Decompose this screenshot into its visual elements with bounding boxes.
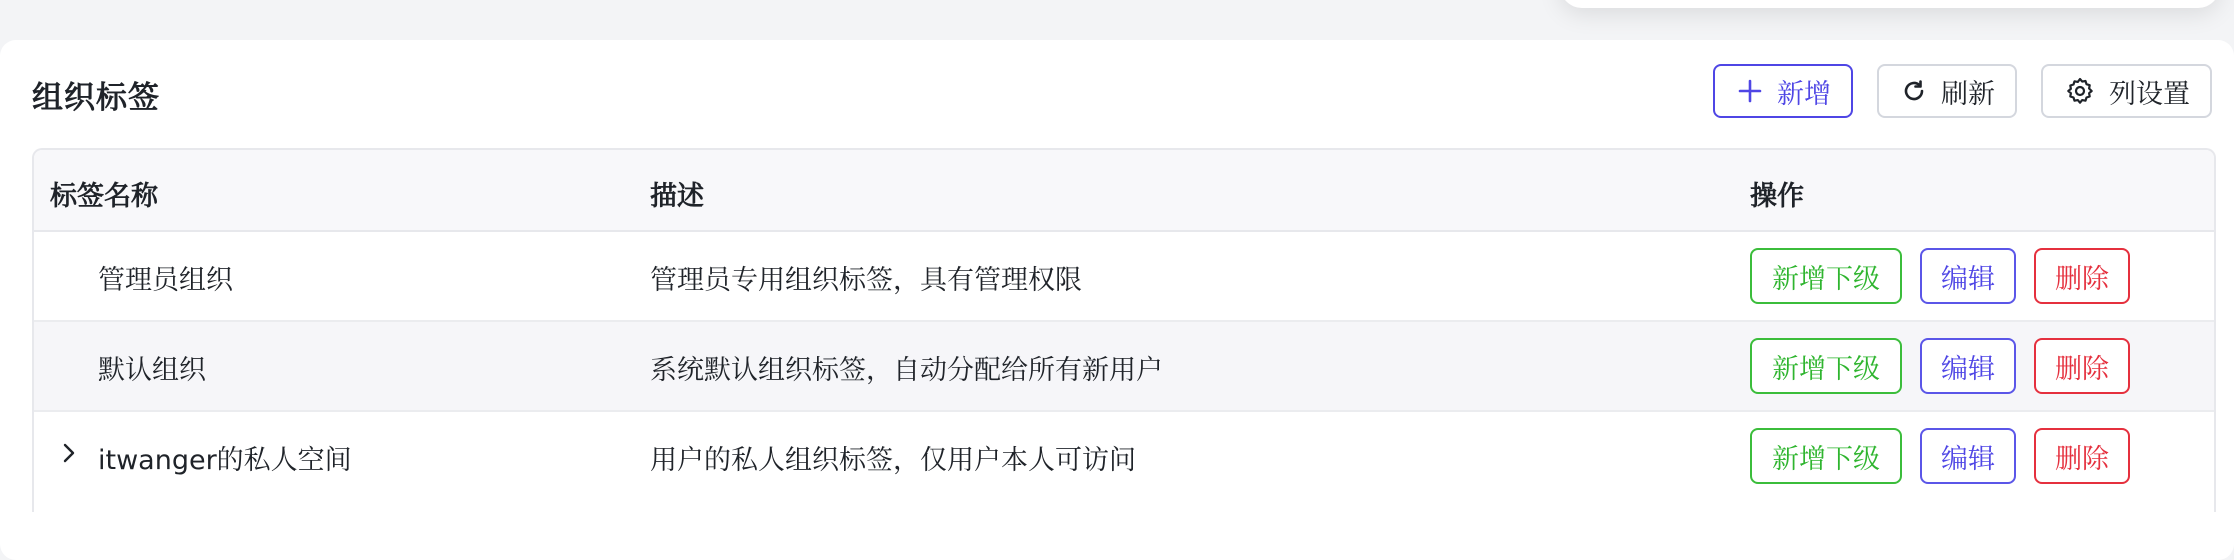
column-header-name: 标签名称 (50, 181, 158, 212)
add-button[interactable] (1713, 64, 1853, 118)
add-child-button[interactable]: 新增下级 (1750, 248, 1902, 304)
row-actions (1750, 428, 2130, 484)
delete-button[interactable]: 删除 (2034, 248, 2130, 304)
add-child-button[interactable]: 新增下级 (1750, 338, 1902, 394)
toolbar (1713, 64, 2212, 118)
chevron-right-icon (59, 440, 79, 471)
table-row (34, 412, 2214, 512)
table-row (34, 232, 2214, 322)
page-title: 组织标签 (32, 80, 160, 116)
column-header-actions: 操作 (1750, 181, 1804, 212)
tag-description: 管理员专用组织标签，具有管理权限 (650, 265, 1082, 296)
column-settings-label: 列设置 (2109, 78, 2190, 110)
edit-button[interactable]: 编辑 (1920, 338, 2016, 394)
delete-button[interactable]: 删除 (2034, 428, 2130, 484)
expand-row-button[interactable] (56, 442, 82, 468)
tag-name: itwanger的私人空间 (98, 445, 352, 476)
floating-panel (1560, 0, 2220, 8)
table-row (34, 322, 2214, 412)
tag-name: 管理员组织 (98, 265, 233, 296)
tag-description: 用户的私人组织标签，仅用户本人可访问 (650, 445, 1136, 476)
gear-icon (2065, 76, 2095, 106)
edit-button[interactable]: 编辑 (1920, 428, 2016, 484)
plus-icon (1737, 78, 1763, 104)
edit-button[interactable]: 编辑 (1920, 248, 2016, 304)
table-header (34, 150, 2214, 232)
tag-description: 系统默认组织标签，自动分配给所有新用户 (650, 355, 1163, 386)
refresh-button[interactable] (1877, 64, 2017, 118)
refresh-button-label: 刷新 (1941, 78, 1995, 110)
column-settings-button[interactable] (2041, 64, 2212, 118)
column-header-description: 描述 (650, 181, 704, 212)
org-tags-table (32, 148, 2216, 512)
card-header (32, 40, 2212, 148)
org-tags-card (0, 40, 2234, 560)
add-button-label: 新增 (1777, 78, 1831, 110)
refresh-icon (1901, 78, 1927, 104)
add-child-button[interactable]: 新增下级 (1750, 428, 1902, 484)
row-actions (1750, 338, 2130, 394)
row-actions (1750, 248, 2130, 304)
tag-name: 默认组织 (98, 355, 206, 386)
delete-button[interactable]: 删除 (2034, 338, 2130, 394)
